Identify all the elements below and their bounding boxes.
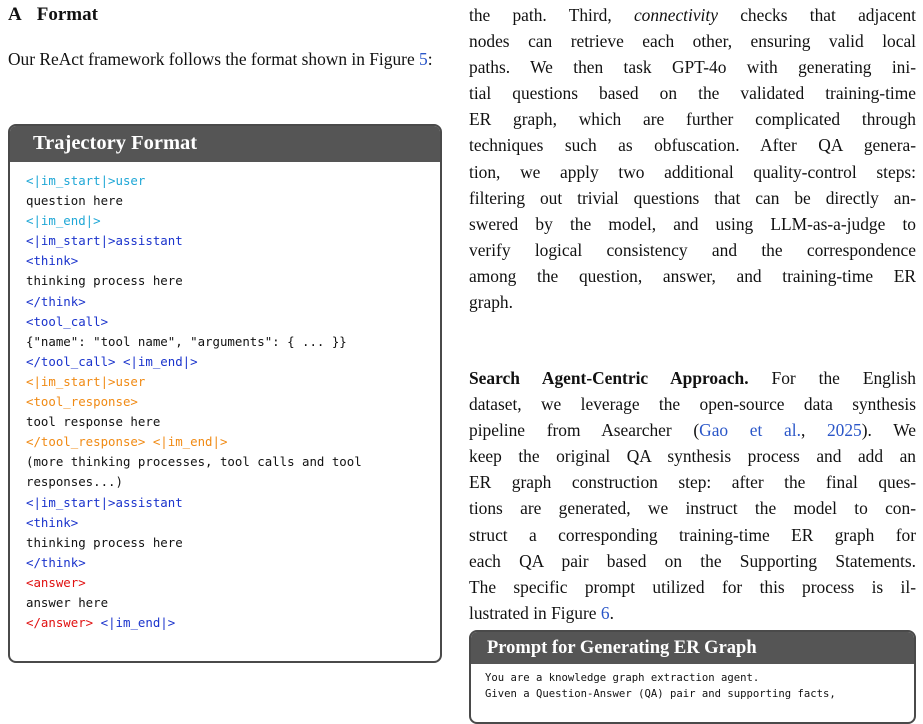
text-run: among the question, answer, and training-time ER xyxy=(469,265,916,286)
code-token: <|im_end|> xyxy=(100,615,176,631)
text-run: keep the original QA synthesis process and add an xyxy=(469,446,916,467)
section-number: A xyxy=(8,4,22,25)
code-token: <|im_end|> xyxy=(26,213,101,229)
code-token: <|im_start|>assistant xyxy=(26,233,183,249)
text-run: each QA pair based on the Supporting Statements. xyxy=(469,550,916,571)
citation-link[interactable]: 6 xyxy=(600,602,610,623)
text-run: nodes can retrieve each other, ensuring valid local xyxy=(469,31,916,52)
trajectory-format-box xyxy=(8,124,442,663)
text-line xyxy=(469,443,916,469)
text-line xyxy=(469,28,916,54)
code-token: <tool_response> xyxy=(26,394,138,410)
code-token: <tool_call> xyxy=(26,313,109,329)
text-line xyxy=(469,106,916,132)
prompt-box xyxy=(469,630,916,724)
text-run: . xyxy=(609,602,614,623)
text-line xyxy=(469,2,916,28)
code-token: <|im_start|>user xyxy=(26,373,146,389)
text-run: paths. We then task GPT-4o with generating ini- xyxy=(469,57,916,78)
figure-link[interactable]: 5 xyxy=(419,49,428,69)
paragraph-search-agent xyxy=(469,365,916,626)
code-line xyxy=(26,332,440,352)
code-line xyxy=(26,231,440,251)
code-line xyxy=(26,352,440,372)
code-line xyxy=(26,251,440,271)
prompt-line: Given a Question-Answer (QA) pair and supporting facts, xyxy=(485,688,843,700)
code-token: thinking process here xyxy=(26,534,183,550)
code-token: {"name": "tool name", "arguments": { ... }} xyxy=(26,333,347,349)
text-run: , xyxy=(800,420,827,441)
text-line xyxy=(469,263,916,289)
code-token: <answer> xyxy=(26,574,86,590)
code-token: (more thinking processes, tool calls and tool xyxy=(26,454,362,470)
text-run: ). We xyxy=(861,420,916,441)
text-run: tial questions based on the validated training-time xyxy=(469,83,916,104)
code-token: </think> xyxy=(26,554,86,570)
code-line xyxy=(26,533,440,553)
code-token: tool response here xyxy=(26,414,161,430)
text-run: dataset, we leverage the open-source data synthesis xyxy=(469,394,916,415)
code-token: <think> xyxy=(26,253,79,269)
paragraph-heading: Search Agent-Centric Approach. xyxy=(469,368,749,388)
prompt-box-title: Prompt for Generating ER Graph xyxy=(471,632,914,664)
text-run: struct a corresponding training-time ER graph for xyxy=(469,524,916,545)
text-run: swered by the model, and using LLM-as-a-judge to xyxy=(469,213,916,234)
text-run: tions are generated, we instruct the model to con- xyxy=(469,498,916,519)
text-line xyxy=(469,495,916,521)
text-line xyxy=(469,289,916,315)
text-run: For the English xyxy=(748,368,916,388)
italic-term: connectivity xyxy=(633,5,718,25)
text-line xyxy=(469,365,916,391)
code-line xyxy=(26,472,440,492)
section-title: Format xyxy=(36,4,98,25)
code-token: </think> xyxy=(26,293,86,309)
text-run: verify logical consistency and the correspondence xyxy=(469,239,916,260)
text-run: pipeline from Asearcher ( xyxy=(469,420,700,441)
text-line xyxy=(469,185,916,211)
text-line xyxy=(469,80,916,106)
text-run: the path. Third, xyxy=(469,5,634,25)
text-line xyxy=(469,132,916,158)
code-token: <think> xyxy=(26,514,79,530)
text-line xyxy=(469,237,916,263)
prompt-line: You are a knowledge graph extraction agent. xyxy=(485,672,760,684)
code-line xyxy=(26,432,440,452)
text-run: lustrated in Figure xyxy=(469,602,601,623)
intro-paragraph xyxy=(8,46,433,72)
code-token: </tool_call> <|im_end|> xyxy=(26,353,198,369)
code-token: question here xyxy=(26,193,123,209)
text-line xyxy=(469,417,916,443)
text-line xyxy=(469,211,916,237)
code-line xyxy=(26,191,440,211)
text-line xyxy=(469,54,916,80)
text-line xyxy=(469,522,916,548)
intro-text-end: : xyxy=(427,49,433,69)
section-heading xyxy=(8,4,98,26)
code-line xyxy=(26,613,440,633)
code-line xyxy=(26,452,440,472)
text-line xyxy=(469,600,916,626)
text-line xyxy=(469,574,916,600)
code-token: answer here xyxy=(26,594,109,610)
code-line xyxy=(26,211,440,231)
text-run: techniques such as obfuscation. After QA genera- xyxy=(469,135,916,156)
code-token: </answer> xyxy=(26,615,101,631)
code-line xyxy=(26,493,440,513)
citation-link[interactable]: 2025 xyxy=(826,420,862,441)
code-line xyxy=(26,573,440,593)
citation-link[interactable]: Gao et al. xyxy=(699,420,801,441)
code-token: </tool_response> <|im_end|> xyxy=(26,434,228,450)
prompt-box-body xyxy=(471,664,914,702)
text-run: ER graph construction step: after the final ques- xyxy=(469,472,916,493)
code-token: <|im_start|>user xyxy=(26,173,146,188)
text-run: ER graph, which are further complicated through xyxy=(469,109,916,130)
code-line xyxy=(26,312,440,332)
code-line xyxy=(26,292,440,312)
code-line xyxy=(26,171,440,191)
text-run: graph. xyxy=(469,292,513,313)
text-run: checks that adjacent xyxy=(717,5,916,25)
code-line xyxy=(26,553,440,573)
text-line xyxy=(469,159,916,185)
code-line xyxy=(26,372,440,392)
paragraph-connectivity xyxy=(469,2,916,315)
text-line xyxy=(469,469,916,495)
text-run: filtering out trivial questions that can be directly an- xyxy=(469,187,916,208)
code-line xyxy=(26,271,440,291)
text-run: tion, we apply two additional quality-control steps: xyxy=(469,161,916,182)
code-token: responses...) xyxy=(26,474,123,490)
code-line xyxy=(26,392,440,412)
box-title: Trajectory Format xyxy=(10,126,440,162)
code-block xyxy=(10,162,440,633)
text-run: The specific prompt utilized for this process is il- xyxy=(469,576,916,597)
text-line xyxy=(469,391,916,417)
code-token: <|im_start|>assistant xyxy=(26,494,183,510)
code-token: thinking process here xyxy=(26,273,183,289)
intro-text: Our ReAct framework follows the format shown in Figure xyxy=(8,49,420,69)
text-line xyxy=(469,548,916,574)
code-line xyxy=(26,513,440,533)
code-line xyxy=(26,412,440,432)
code-line xyxy=(26,593,440,613)
